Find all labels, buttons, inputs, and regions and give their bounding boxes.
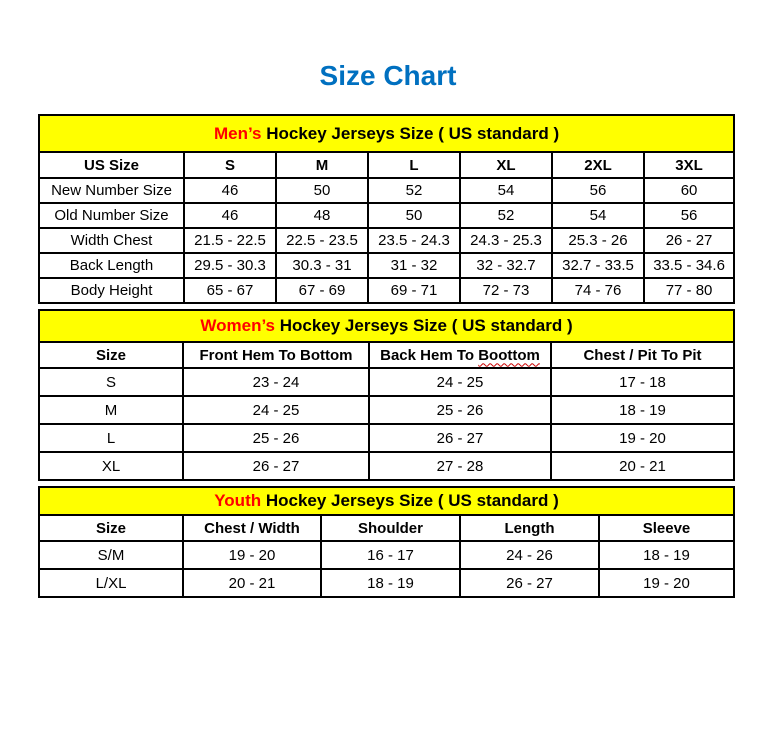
womens-section-title — [39, 310, 734, 342]
row-label: XL — [39, 452, 183, 480]
table-row — [39, 368, 734, 396]
table-row — [39, 569, 734, 597]
table-cell: 46 — [184, 178, 276, 203]
table-cell: 32.7 - 33.5 — [552, 253, 644, 278]
column-header: 3XL — [644, 152, 734, 178]
column-header: 2XL — [552, 152, 644, 178]
mens-size-table — [38, 114, 735, 304]
womens-section-band — [39, 310, 734, 342]
table-cell: 26 - 27 — [644, 228, 734, 253]
table-cell: 74 - 76 — [552, 278, 644, 303]
mens-section-title-rest: Hockey Jerseys Size ( US standard ) — [261, 123, 560, 143]
table-cell: 26 - 27 — [183, 452, 369, 480]
table-cell: 72 - 73 — [460, 278, 552, 303]
table-cell: 48 — [276, 203, 368, 228]
column-header: S — [184, 152, 276, 178]
row-label: New Number Size — [39, 178, 184, 203]
womens-section-title-prefix: Women’s — [200, 316, 275, 335]
youth-column-header-row — [39, 515, 734, 541]
row-label: S/M — [39, 541, 183, 569]
table-cell: 18 - 19 — [551, 396, 734, 424]
table-cell: 21.5 - 22.5 — [184, 228, 276, 253]
column-header: Front Hem To Bottom — [183, 342, 369, 368]
table-cell: 65 - 67 — [184, 278, 276, 303]
row-label: Back Length — [39, 253, 184, 278]
table-cell: 31 - 32 — [368, 253, 460, 278]
table-cell: 77 - 80 — [644, 278, 734, 303]
table-cell: 20 - 21 — [183, 569, 321, 597]
table-cell: 18 - 19 — [321, 569, 460, 597]
table-cell: 16 - 17 — [321, 541, 460, 569]
table-cell: 24 - 25 — [369, 368, 551, 396]
table-row — [39, 452, 734, 480]
table-cell: 26 - 27 — [460, 569, 599, 597]
table-cell: 32 - 32.7 — [460, 253, 552, 278]
table-cell: 52 — [460, 203, 552, 228]
table-row — [39, 424, 734, 452]
mens-section-band — [39, 115, 734, 152]
table-cell: 56 — [644, 203, 734, 228]
mens-section-title-prefix: Men’s — [213, 123, 262, 143]
table-cell: 69 - 71 — [368, 278, 460, 303]
row-label: M — [39, 396, 183, 424]
table-cell: 17 - 18 — [551, 368, 734, 396]
table-cell: 22.5 - 23.5 — [276, 228, 368, 253]
table-row — [39, 228, 734, 253]
table-cell: 54 — [552, 203, 644, 228]
table-cell: 24.3 - 25.3 — [460, 228, 552, 253]
youth-section-title-prefix: Youth — [214, 491, 262, 510]
youth-section-title — [39, 487, 734, 515]
row-label: L/XL — [39, 569, 183, 597]
table-cell: 29.5 - 30.3 — [184, 253, 276, 278]
table-cell: 67 - 69 — [276, 278, 368, 303]
table-cell: 19 - 20 — [551, 424, 734, 452]
table-cell: 23 - 24 — [183, 368, 369, 396]
table-cell: 50 — [368, 203, 460, 228]
row-label: Body Height — [39, 278, 184, 303]
table-row — [39, 178, 734, 203]
table-row — [39, 203, 734, 228]
back-hem-misspelled-word: Boottom — [478, 346, 540, 364]
table-cell: 56 — [552, 178, 644, 203]
table-cell: 52 — [368, 178, 460, 203]
table-cell: 24 - 25 — [183, 396, 369, 424]
column-header: Size — [39, 515, 183, 541]
table-cell: 33.5 - 34.6 — [644, 253, 734, 278]
youth-section-band — [39, 487, 734, 515]
table-row — [39, 396, 734, 424]
page-title: Size Chart — [319, 60, 457, 91]
size-chart-container — [38, 114, 733, 598]
table-row — [39, 253, 734, 278]
table-cell: 19 - 20 — [183, 541, 321, 569]
column-header: XL — [460, 152, 552, 178]
column-header: Sleeve — [599, 515, 734, 541]
table-cell: 60 — [644, 178, 734, 203]
table-cell: 25.3 - 26 — [552, 228, 644, 253]
table-cell: 20 - 21 — [551, 452, 734, 480]
column-header: M — [276, 152, 368, 178]
back-hem-label-prefix: Back Hem To — [380, 346, 479, 364]
womens-size-table — [38, 309, 735, 481]
column-header: Size — [39, 342, 183, 368]
column-header: Chest / Pit To Pit — [551, 342, 734, 368]
mens-column-header-row — [39, 152, 734, 178]
table-cell: 26 - 27 — [369, 424, 551, 452]
table-cell: 19 - 20 — [599, 569, 734, 597]
table-cell: 24 - 26 — [460, 541, 599, 569]
table-cell: 23.5 - 24.3 — [368, 228, 460, 253]
column-header: L — [368, 152, 460, 178]
table-cell: 50 — [276, 178, 368, 203]
column-header: Chest / Width — [183, 515, 321, 541]
womens-section-title-rest: Hockey Jerseys Size ( US standard ) — [275, 316, 573, 335]
youth-size-table — [38, 486, 735, 598]
youth-section-title-rest: Hockey Jerseys Size ( US standard ) — [261, 491, 559, 510]
womens-column-header-row — [39, 342, 734, 368]
table-row — [39, 278, 734, 303]
column-header: Length — [460, 515, 599, 541]
row-label: Width Chest — [39, 228, 184, 253]
table-cell: 54 — [460, 178, 552, 203]
mens-section-title — [39, 115, 734, 152]
table-cell: 25 - 26 — [369, 396, 551, 424]
table-cell: 18 - 19 — [599, 541, 734, 569]
table-cell: 46 — [184, 203, 276, 228]
row-label: L — [39, 424, 183, 452]
row-label: Old Number Size — [39, 203, 184, 228]
table-cell: 30.3 - 31 — [276, 253, 368, 278]
column-header-back-hem — [369, 342, 551, 368]
column-header: Shoulder — [321, 515, 460, 541]
table-row — [39, 541, 734, 569]
table-cell: 25 - 26 — [183, 424, 369, 452]
table-cell: 27 - 28 — [369, 452, 551, 480]
row-label: S — [39, 368, 183, 396]
column-header: US Size — [39, 152, 184, 178]
